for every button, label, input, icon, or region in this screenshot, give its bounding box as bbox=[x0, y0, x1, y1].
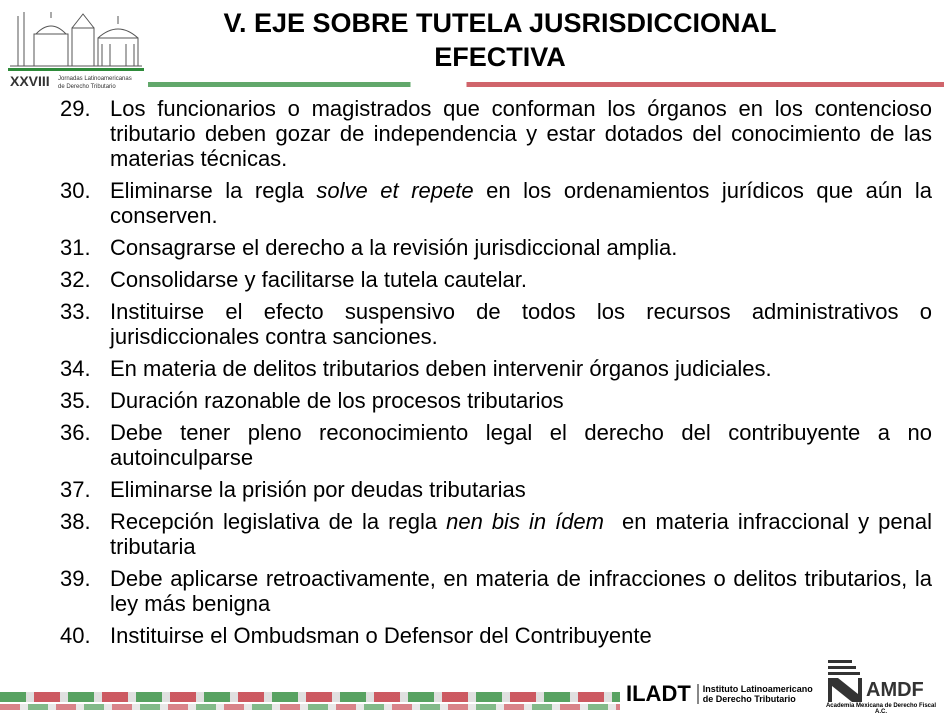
list-item-text-emphasis: nen bis in ídem bbox=[446, 509, 604, 534]
iladt-logo bbox=[626, 676, 813, 712]
iladt-logo-text: ILADT bbox=[626, 681, 691, 706]
logo-text-sub-2: de Derecho Tributario bbox=[58, 84, 116, 90]
slide-title bbox=[150, 6, 850, 74]
list-item-text: Debe tener pleno reconocimiento legal el derecho del contribuyente a no autoinculparse bbox=[110, 420, 932, 470]
iladt-logo-subtitle bbox=[697, 684, 813, 704]
list-item bbox=[60, 356, 932, 381]
list-item bbox=[60, 299, 932, 349]
list-item-number: 36. bbox=[60, 420, 91, 445]
list-item bbox=[60, 235, 932, 260]
list-item-number: 35. bbox=[60, 388, 91, 413]
footer-stripe bbox=[0, 692, 620, 702]
list-item-number: 29. bbox=[60, 96, 91, 121]
list-item-text: Debe aplicarse retroactivamente, en materia de infracciones o delitos tributarios, la ley más benigna bbox=[110, 566, 932, 616]
list-item-number: 32. bbox=[60, 267, 91, 292]
list-item-number: 38. bbox=[60, 509, 91, 534]
logo-text-main: XXVIII bbox=[10, 73, 50, 89]
list-item-text-emphasis: solve et repete bbox=[316, 178, 474, 203]
slide-title-line-1: V. EJE SOBRE TUTELA JUSRISDICCIONAL bbox=[223, 8, 777, 38]
list-item bbox=[60, 267, 932, 292]
jornadas-logo bbox=[6, 4, 146, 96]
list-item-text: En materia de delitos tributarios deben intervenir órganos judiciales. bbox=[110, 356, 772, 381]
list-item bbox=[60, 388, 932, 413]
title-divider bbox=[148, 82, 944, 87]
slide-title-line-2: EFECTIVA bbox=[434, 42, 566, 72]
list-item-number: 31. bbox=[60, 235, 91, 260]
recommendations-list bbox=[60, 96, 939, 655]
list-item-text: Consagrarse el derecho a la revisión jurisdiccional amplia. bbox=[110, 235, 678, 260]
list-item-number: 33. bbox=[60, 299, 91, 324]
list-item-text: Los funcionarios o magistrados que conforman los órganos en los contencioso tributario deben gozar de independencia y estar dotados del conocimiento de las materias técnicas. bbox=[110, 96, 932, 171]
footer-stripe-secondary bbox=[0, 704, 620, 710]
list-item bbox=[60, 420, 932, 470]
list-item bbox=[60, 623, 932, 648]
list-item-number: 39. bbox=[60, 566, 91, 591]
list-item-text: Eliminarse la prisión por deudas tributarias bbox=[110, 477, 526, 502]
list-item-text bbox=[110, 509, 939, 559]
amdf-subtitle: Academia Mexicana de Derecho Fiscal A.C. bbox=[825, 703, 937, 715]
list-item-number: 40. bbox=[60, 623, 91, 648]
iladt-subtitle-line-1: Instituto Latinoamericano bbox=[702, 684, 813, 694]
list-item-number: 37. bbox=[60, 477, 91, 502]
list-item bbox=[60, 96, 932, 171]
list-item-text: Instituirse el Ombudsman o Defensor del Contribuyente bbox=[110, 623, 652, 648]
amdf-logo-text: AMDF bbox=[866, 679, 924, 701]
list-item-number: 34. bbox=[60, 356, 91, 381]
list-item-text: Duración razonable de los procesos tributarios bbox=[110, 388, 564, 413]
list-item-text-pre: Eliminarse la regla bbox=[110, 178, 317, 203]
list-item-text-pre: Recepción legislativa de la regla bbox=[110, 509, 447, 534]
logo-text-sub-1: Jornadas Latinoamericanas bbox=[58, 76, 132, 82]
iladt-subtitle-line-2: de Derecho Tributario bbox=[702, 694, 796, 704]
list-item bbox=[60, 178, 939, 228]
list-item-text: Instituirse el efecto suspensivo de todos los recursos administrativos o jurisdiccionales contra sanciones. bbox=[110, 299, 932, 349]
list-item-text: Consolidarse y facilitarse la tutela cautelar. bbox=[110, 267, 527, 292]
list-item-text-post: en los ordenamientos jurídicos que aún la conserven. bbox=[110, 178, 939, 228]
list-item-text-post: en materia infraccional y penal tributaria bbox=[110, 509, 939, 559]
list-item bbox=[60, 509, 939, 559]
list-item-text bbox=[110, 178, 939, 228]
list-item-number: 30. bbox=[60, 178, 91, 203]
list-item bbox=[60, 477, 932, 502]
list-item bbox=[60, 566, 932, 616]
